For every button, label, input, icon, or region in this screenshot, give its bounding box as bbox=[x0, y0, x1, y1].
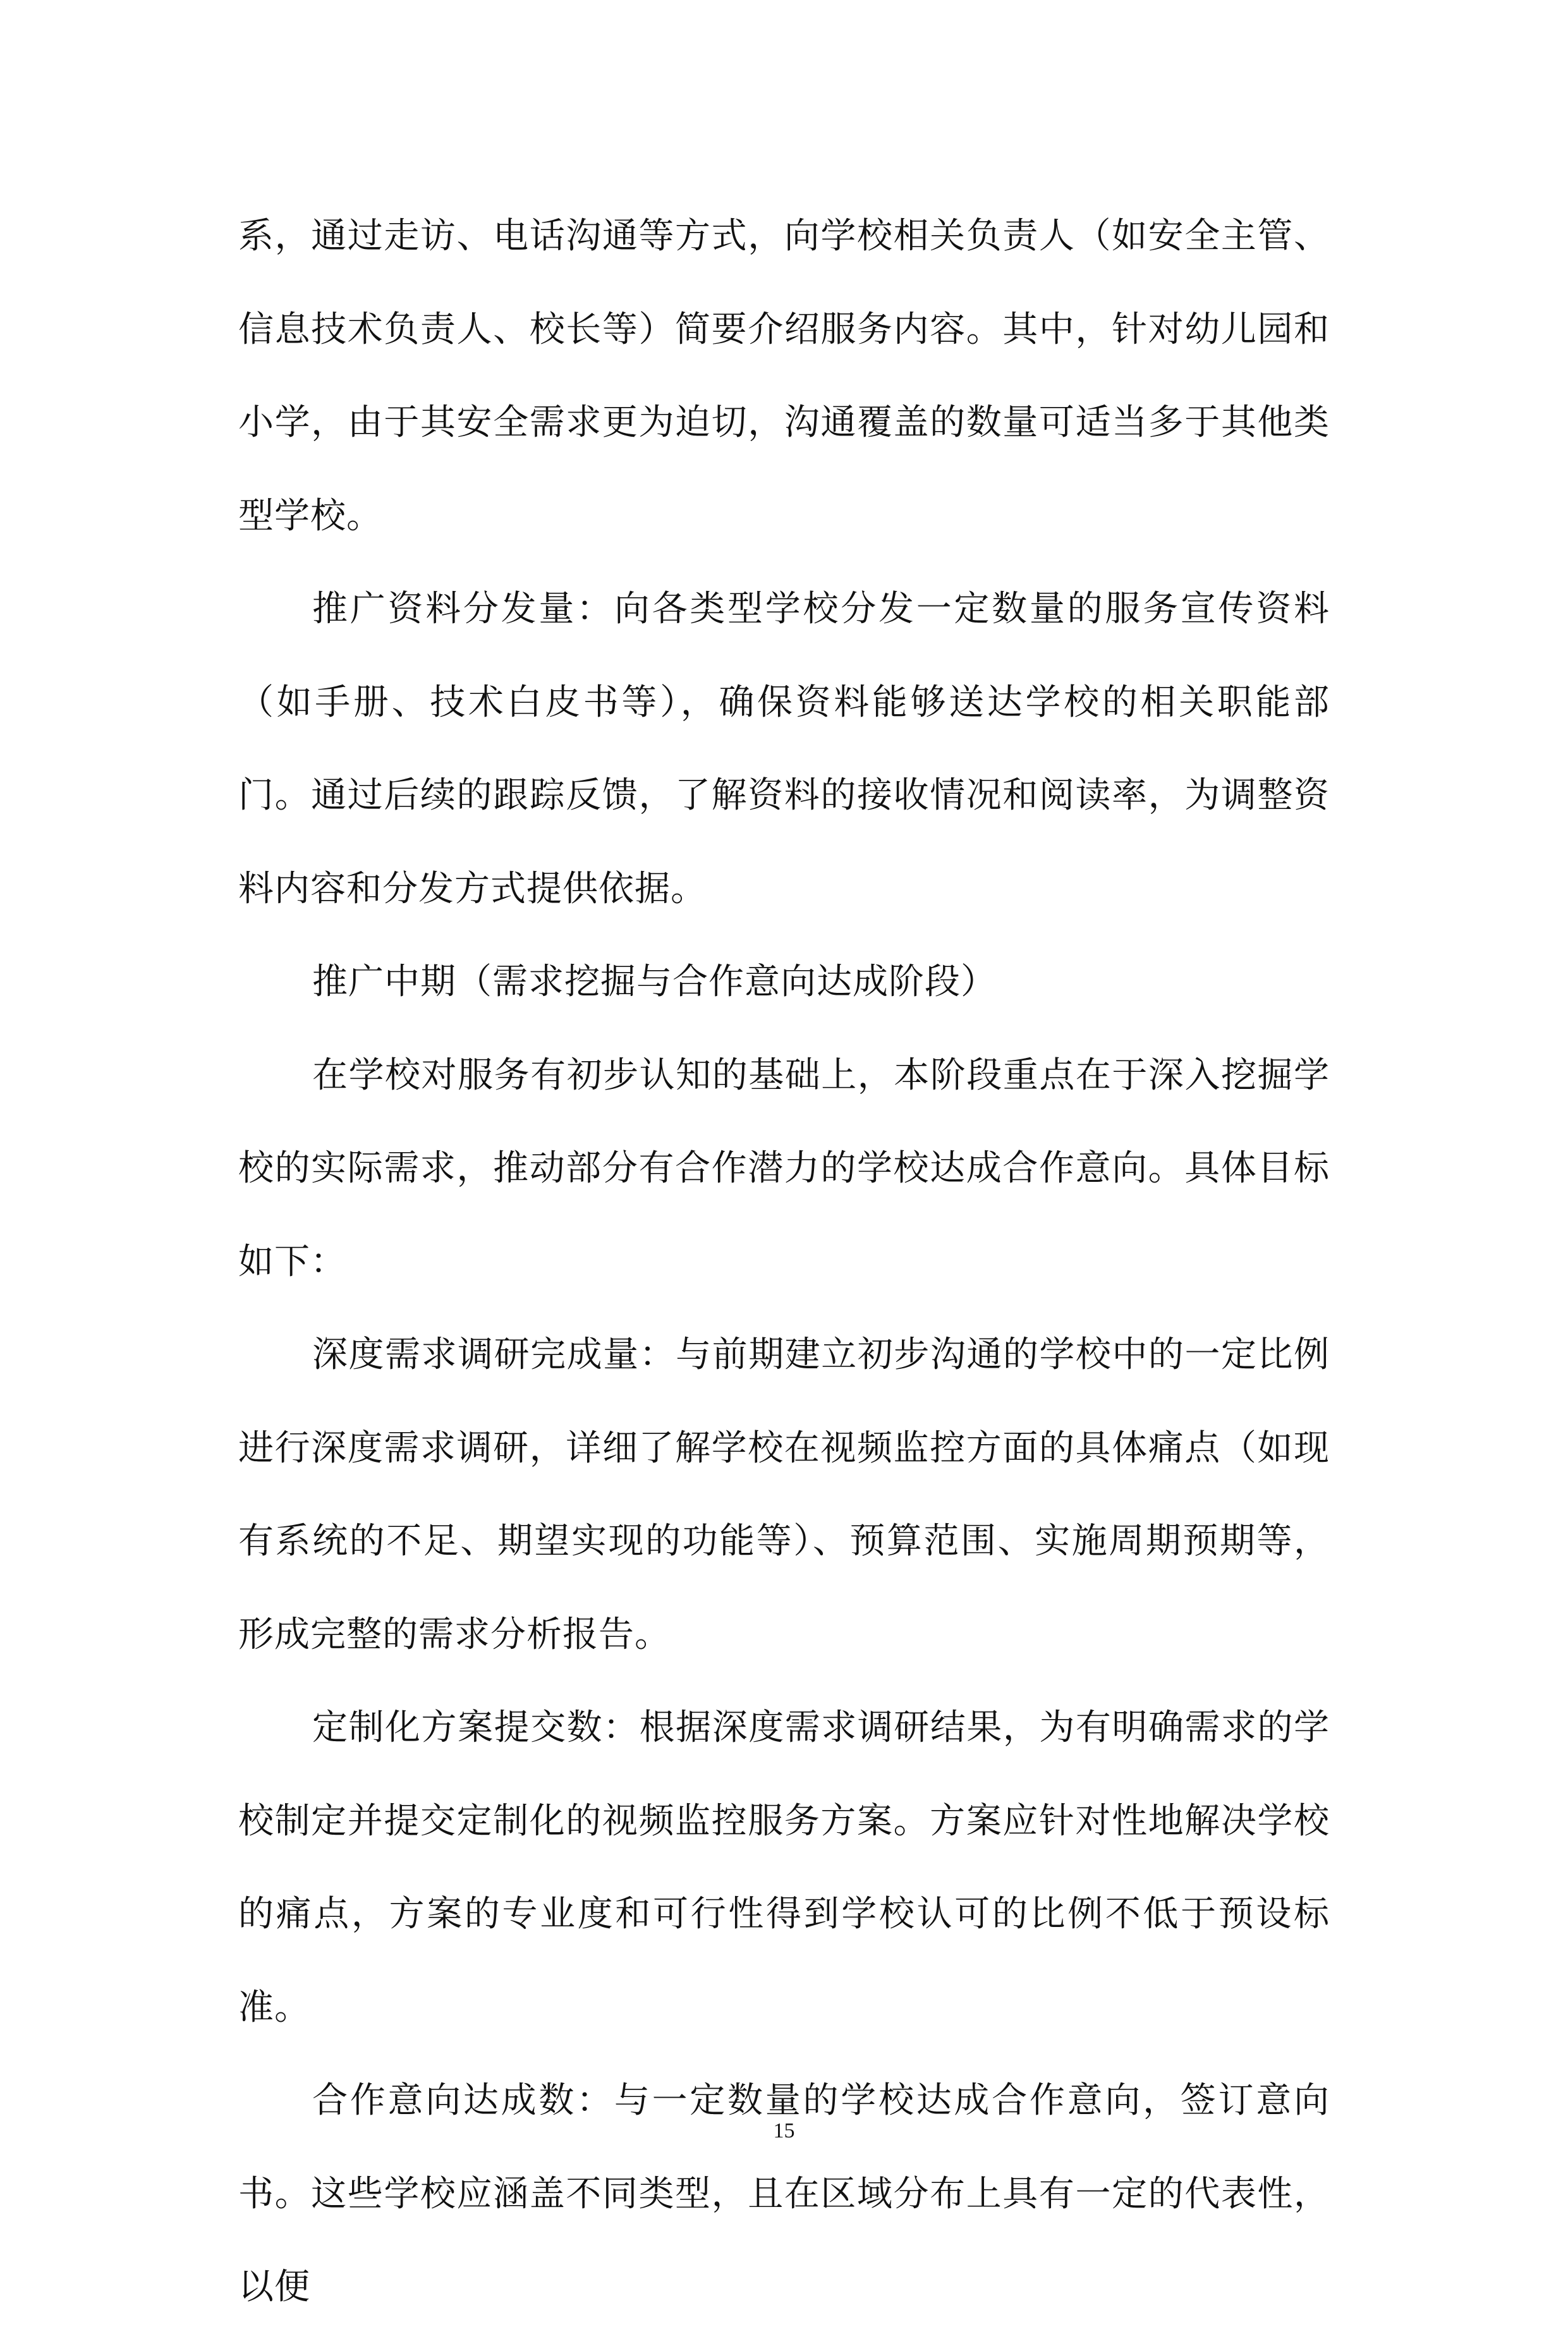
paragraph-cooperation-intent: 合作意向达成数：与一定数量的学校达成合作意向，签订意向书。这些学校应涵盖不同类型，且在区域分布上具有一定的代表性，以便 bbox=[238, 2080, 1330, 2307]
paragraph-mid-stage-intro: 在学校对服务有初步认知的基础上，本阶段重点在于深入挖掘学校的实际需求，推动部分有合作潜力的学校达成合作意向。具体目标如下： bbox=[238, 1054, 1330, 1282]
paragraph-deep-research: 深度需求调研完成量：与前期建立初步沟通的学校中的一定比例进行深度需求调研，详细了解学校在视频监控方面的具体痛点（如现有系统的不足、期望实现的功能等）、预算范围、实施周期预期等，形成完整的需求分析报告。 bbox=[238, 1334, 1330, 1655]
page-number: 15 bbox=[773, 2119, 795, 2143]
section-heading-mid-stage: 推广中期（需求挖掘与合作意向达成阶段） bbox=[312, 961, 997, 1002]
paragraph-continuation: 系，通过走访、电话沟通等方式，向学校相关负责人（如安全主管、信息技术负责人、校长等）简要介绍服务内容。其中，针对幼儿园和小学，由于其安全需求更为迫切，沟通覆盖的数量可适当多于其他类型学校。 bbox=[238, 216, 1330, 537]
document-body bbox=[238, 190, 1330, 2334]
paragraph-promo-material: 推广资料分发量：向各类型学校分发一定数量的服务宣传资料（如手册、技术白皮书等），确保资料能够送达学校的相关职能部门。通过后续的跟踪反馈，了解资料的接收情况和阅读率，为调整资料内容和分发方式提供依据。 bbox=[238, 588, 1330, 909]
paragraph-custom-plan: 定制化方案提交数：根据深度需求调研结果，为有明确需求的学校制定并提交定制化的视频监控服务方案。方案应针对性地解决学校的痛点，方案的专业度和可行性得到学校认可的比例不低于预设标准。 bbox=[238, 1707, 1330, 2028]
